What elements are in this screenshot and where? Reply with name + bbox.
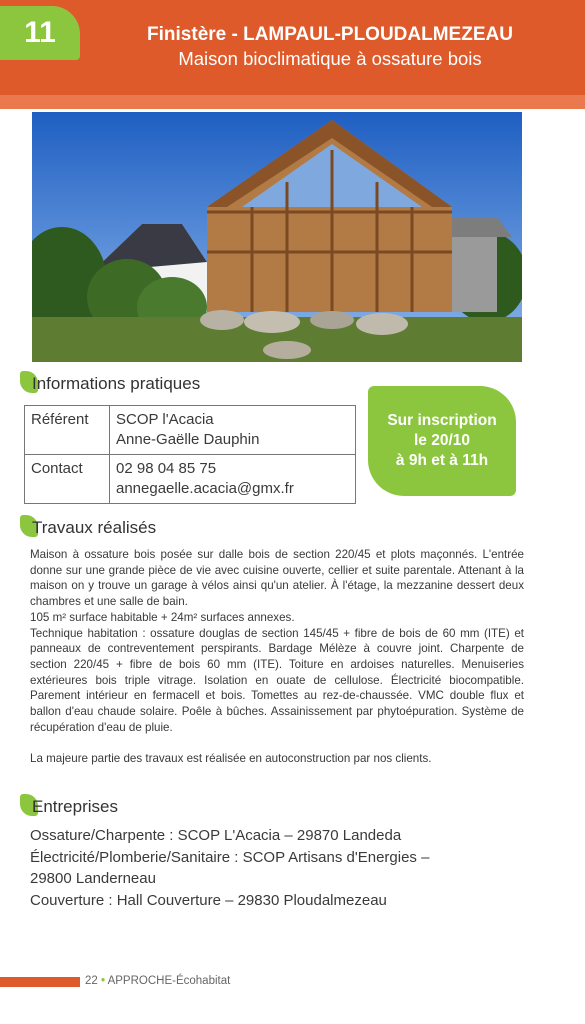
page-subtitle: Maison bioclimatique à ossature bois [178,48,482,69]
travaux-description [30,547,524,767]
list-item: Couverture : Hall Couverture – 29830 Ploudalmezeau [30,891,387,909]
paragraph: La majeure partie des travaux est réalisée en autoconstruction par nos clients. [30,752,432,766]
referent-value [110,406,356,455]
travaux-heading: Travaux réalisés [18,518,156,538]
project-number: 11 [0,6,80,60]
badge-line-3: à 9h et à 11h [395,452,489,469]
footer-bar [0,977,80,987]
page-number: 22 [85,975,98,987]
list-item: Électricité/Plomberie/Sanitaire : SCOP Artisans d'Energies – [30,848,430,866]
list-item: 29800 Landerneau [30,870,156,887]
bullet-icon: • [101,975,106,987]
contact-email: annegaelle.acacia@gmx.fr [116,480,294,497]
entreprises-list [30,825,550,911]
header-stripe [0,95,585,109]
referent-org: SCOP l'Acacia [116,411,214,428]
paragraph: Technique habitation : ossature douglas de section 145/45 + fibre de bois de 60 mm (ITE) et panneaux de contreventement perspirants. Bardage Mélèze à couvre joint. Charpente de section 220/45 + fibre de bois 60 mm (ITE). Toiture en ardoises naturelles. Menuiseries extérieures bois triple vitrage. Isolation en ouate de cellulose. Électricité biocompatible. Parement intérieur en fermacell et bois. Tomettes au rez-de-chaussée. VMC double flux et ballon d'eau chaude solaire. Poêle à bûches. Assainissement par phytoépuration. Système de récupération d'eau de pluie. [30,626,524,734]
badge-line-2: le 20/10 [413,432,471,449]
registration-badge [368,386,516,496]
page-title: Finistère - LAMPAUL-PLOUDALMEZEAU [147,24,513,45]
referent-label: Référent [25,406,110,455]
contact-label: Contact [25,455,110,504]
info-table [24,405,356,504]
footer [85,975,230,987]
house-photo [32,112,522,362]
badge-line-1: Sur inscription [387,412,497,429]
table-row [25,455,356,504]
contact-phone: 02 98 04 85 75 [116,460,217,477]
referent-person: Anne-Gaëlle Dauphin [116,431,260,448]
list-item: Ossature/Charpente : SCOP L'Acacia – 29870 Landeda [30,827,402,844]
info-heading: Informations pratiques [18,374,200,394]
entreprises-heading: Entreprises [18,797,118,817]
publication-name: APPROCHE-Écohabitat [107,975,231,987]
paragraph: Maison à ossature bois posée sur dalle bois de section 220/45 et plots maçonnés. L'entrée donne sur une grande pièce de vie avec cuisine ouverte, cellier et suite parentale. Attenant à la maison on y trouve un garage à vélos ainsi qu'un atelier. À l'étage, la mezzanine dessert deux chambres et une salle de bain. [30,548,524,609]
paragraph: 105 m² surface habitable + 24m² surfaces annexes. [30,610,295,624]
contact-value [110,455,356,504]
table-row [25,406,356,455]
